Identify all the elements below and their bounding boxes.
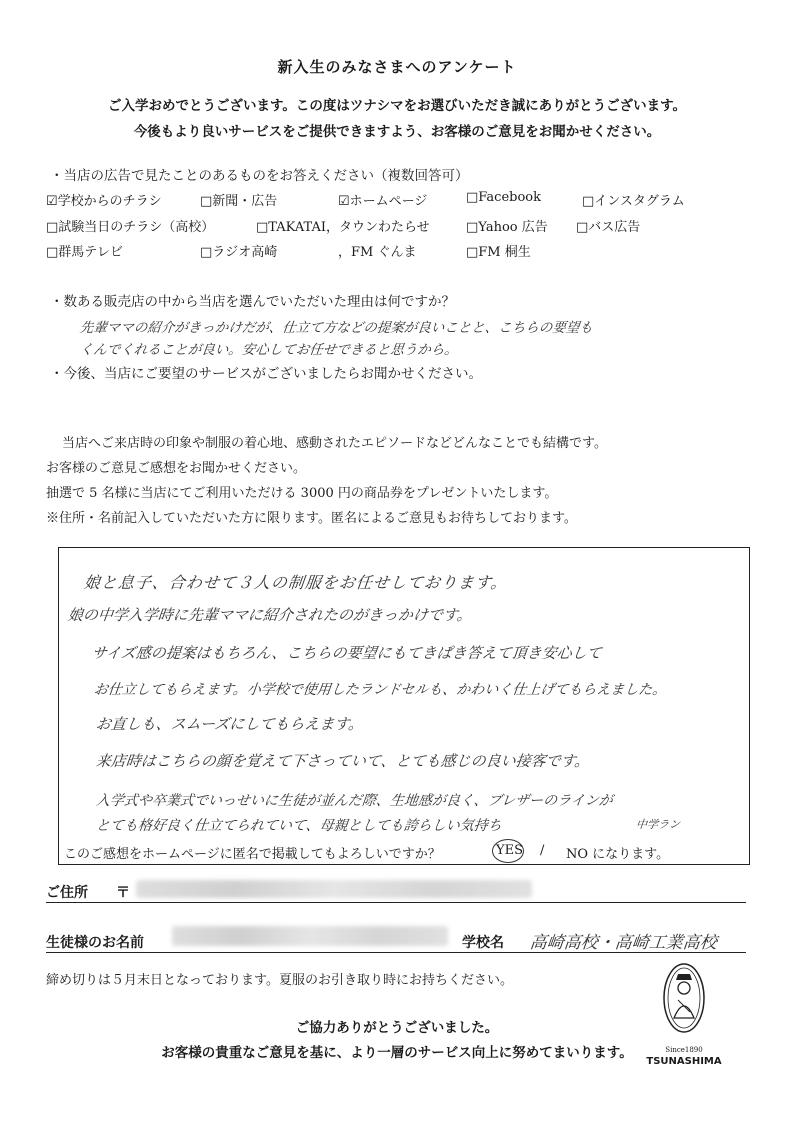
tsunashima-logo <box>648 960 720 1060</box>
school-label: 学校名 <box>462 935 504 951</box>
school-value: 高崎高校・高崎工業高校 <box>528 933 718 953</box>
comment-line-7: 入学式や卒業式でいっせいに生徒が並んだ際、生地感が良く、ブレザーのラインが <box>95 793 614 809</box>
request-line-2: お客様のご意見ご感想をお聞かせください。 <box>46 461 307 476</box>
comment-line-4: お仕立してもらえます。小学校で使用したランドセルも、かわいく仕上げてもらえました。 <box>93 682 668 698</box>
comment-note: 中学ラン <box>635 818 681 831</box>
address-redacted <box>136 880 532 898</box>
q2-question: ・数ある販売店の中から当店を選んでいただいた理由は何ですか？ <box>50 294 455 310</box>
thanks-line-1: ご協力ありがとうございました。 <box>295 1020 499 1036</box>
option-takatai[interactable]: □TAKATAI，タウンわたらせ <box>256 220 430 235</box>
option-instagram[interactable]: □インスタグラム <box>582 194 685 209</box>
student-name-redacted <box>172 926 448 946</box>
address-underline[interactable] <box>46 902 746 903</box>
permission-no[interactable]: NO になります。 <box>566 847 670 862</box>
permission-yes[interactable]: YES <box>496 843 523 858</box>
logo-name: TSUNASHIMA <box>646 1056 722 1067</box>
request-line-4: ※住所・名前記入していただいた方に限ります。匿名によるご意見もお待ちしております。 <box>46 511 577 526</box>
student-name-label: 生徒様のお名前 <box>46 935 144 951</box>
option-facebook[interactable]: □Facebook <box>466 190 541 205</box>
yes-circle-mark <box>492 839 524 863</box>
permission-slash: / <box>540 843 545 858</box>
option-fm-gunma[interactable]: ，FM ぐんま <box>338 245 417 260</box>
option-school-flyer[interactable]: ☑学校からのチラシ <box>46 194 162 209</box>
comment-line-6: 来店時はこちらの顔を覚えて下さっていて、とても感じの良い接客です。 <box>95 752 591 770</box>
option-newspaper[interactable]: □新聞・広告 <box>200 194 278 209</box>
comment-line-5: お直しも、スムーズにしてもらえます。 <box>95 715 365 733</box>
permission-question: このご感想をホームページに匿名で掲載してもよろしいですか？ <box>64 847 441 862</box>
option-exam-flyer[interactable]: □試験当日のチラシ（高校） <box>46 220 215 235</box>
request-line-1: 当店へご来店時の印象や制服の着心地、感動されたエピソードなどどんなことでも結構です。 <box>62 436 607 451</box>
comment-line-1: 娘と息子、合わせて３人の制服をお任せしております。 <box>82 573 509 592</box>
address-label: ご住所 <box>46 885 88 901</box>
q1-question: ・当店の広告で見たことのあるものをお答えください（複数回答可） <box>50 168 469 184</box>
option-gunma-tv[interactable]: □群馬テレビ <box>46 245 124 260</box>
comment-line-3: サイズ感の提案はもちろん、こちらの要望にもてきぱき答えて頂き安心して <box>91 644 603 662</box>
intro-line-1: ご入学おめでとうございます。この度はツナシマをお選びいただき誠にありがとうございます。 <box>107 98 687 114</box>
postal-mark: 〒 <box>116 885 130 901</box>
option-homepage[interactable]: ☑ホームページ <box>338 194 428 209</box>
comment-line-2: 娘の中学入学時に先輩ママに紹介されたのがきっかけです。 <box>67 606 473 624</box>
intro-line-2: 今後もより良いサービスをご提供できますよう、お客様のご意見をお聞かせください。 <box>133 124 661 140</box>
q2-answer-line-1: 先輩ママの紹介がきっかけだが、仕立て方などの提案が良いことと、こちらの要望も <box>78 320 594 336</box>
comment-line-8: とても格好良く仕立てられていて、母親としても誇らしい気持ち <box>95 818 503 834</box>
logo-since: Since1890 <box>665 1046 703 1054</box>
q3-question: ・今後、当店にご要望のサービスがございましたらお聞かせください。 <box>50 366 482 382</box>
survey-title: 新入生のみなさまへのアンケート <box>277 58 517 76</box>
option-yahoo[interactable]: □Yahoo 広告 <box>466 220 548 235</box>
option-fm-kiryu[interactable]: □FM 桐生 <box>466 245 531 260</box>
option-bus[interactable]: □バス広告 <box>576 220 641 235</box>
thanks-line-2: お客様の貴重なご意見を基に、より一層のサービス向上に努めてまいります。 <box>161 1045 633 1061</box>
q2-answer-line-2: くんでくれることが良い。安心してお任せできると思うから。 <box>78 342 459 358</box>
option-radio-takasaki[interactable]: □ラジオ高崎 <box>200 245 278 260</box>
deadline-note: 締め切りは５月末日となっております。夏服のお引き取り時にお持ちください。 <box>46 973 513 988</box>
name-underline[interactable] <box>46 952 746 953</box>
request-line-3: 抽選で 5 名様に当店にてご利用いただける 3000 円の商品券をプレゼントいたします。 <box>46 486 558 501</box>
